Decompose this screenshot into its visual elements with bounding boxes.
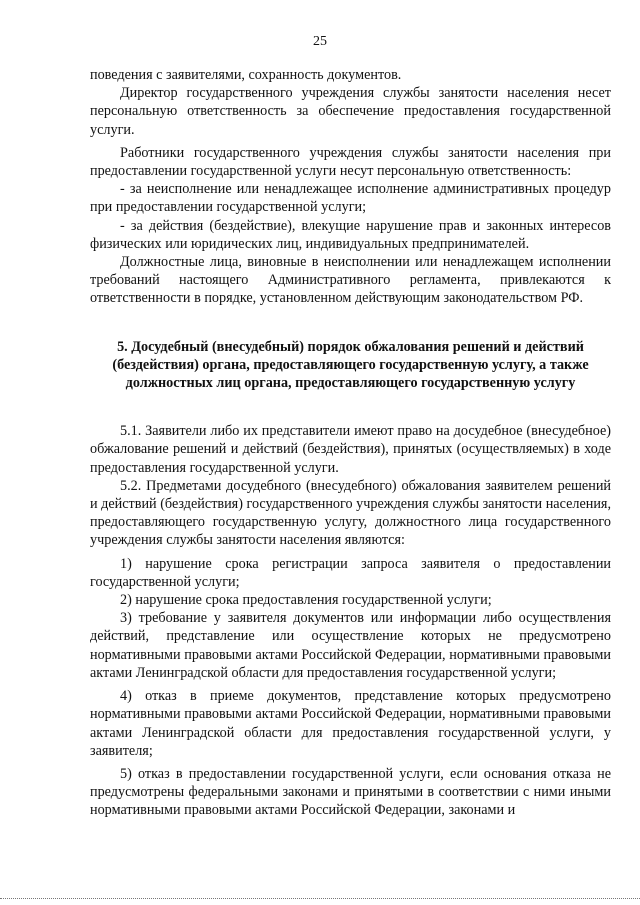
paragraph-officials-liability: Должностные лица, виновные в неисполнении или ненадлежащем исполнении требований настоящего Административного регламента, привлекаются к ответственности в порядке, установленном действующим законодательством РФ. <box>90 254 611 307</box>
list-item-4: 4) отказ в приеме документов, представление которых предусмотрено нормативными правовыми актами Российской Федерации, нормативными правовыми актами Ленинградской области для предоставления государственной услуги, у заявителя; <box>90 688 611 759</box>
document-body <box>90 66 611 820</box>
paragraph-director-responsibility: Директор государственного учреждения службы занятости населения несет персональную ответственность за обеспечение предоставления государственной услуги. <box>90 85 611 138</box>
list-item-2: 2) нарушение срока предоставления государственной услуги; <box>120 592 492 609</box>
list-item-actions-inaction: - за действия (бездействие), влекущие нарушение прав и законных интересов физических или юридических лиц, индивидуальных предпринимателей. <box>90 217 611 252</box>
section-heading: 5. Досудебный (внесудебный) порядок обжалования решений и действий (бездействия) органа, предоставляющего государственную услугу, а также должностных лиц органа, предоставляющего государственную услугу <box>112 338 589 392</box>
paragraph-continuation: поведения с заявителями, сохранность документов. <box>90 67 402 83</box>
clause-5-1: 5.1. Заявители либо их представители имеют право на досудебное (внесудебное) обжалование решений и действий (бездействия), принятых (осуществляемых) в ходе предоставления государственной услуги. <box>90 423 611 476</box>
list-item-nonperformance: - за неисполнение или ненадлежащее исполнение административных процедур при предоставлении государственной услуги; <box>90 181 611 216</box>
page-bottom-rule <box>0 898 640 899</box>
list-item-1: 1) нарушение срока регистрации запроса заявителя о предоставлении государственной услуги; <box>90 555 611 590</box>
paragraph-staff-responsibility: Работники государственного учреждения службы занятости населения при предоставлении государственной услуги несут персональную ответственность: <box>90 144 611 180</box>
list-item-3: 3) требование у заявителя документов или информации либо осуществления действий, представление или осуществление которых не предусмотрено нормативными правовыми актами Российской Федерации, нормативными правовыми актами Ленинградской области для предоставления государственной услуги; <box>90 610 611 681</box>
clause-5-2: 5.2. Предметами досудебного (внесудебного) обжалования заявителем решений и действий (бездействия) государственного учреждения службы занятости населения, предоставляющего государственную услугу, должностного лица государственного учреждения службы занятости населения являются: <box>90 477 611 549</box>
page-number: 25 <box>313 34 327 49</box>
list-item-5: 5) отказ в предоставлении государственной услуги, если основания отказа не предусмотрены федеральными законами и принятыми в соответствии с ними иными нормативными правовыми актами Российской Федерации, законами и <box>90 765 611 819</box>
